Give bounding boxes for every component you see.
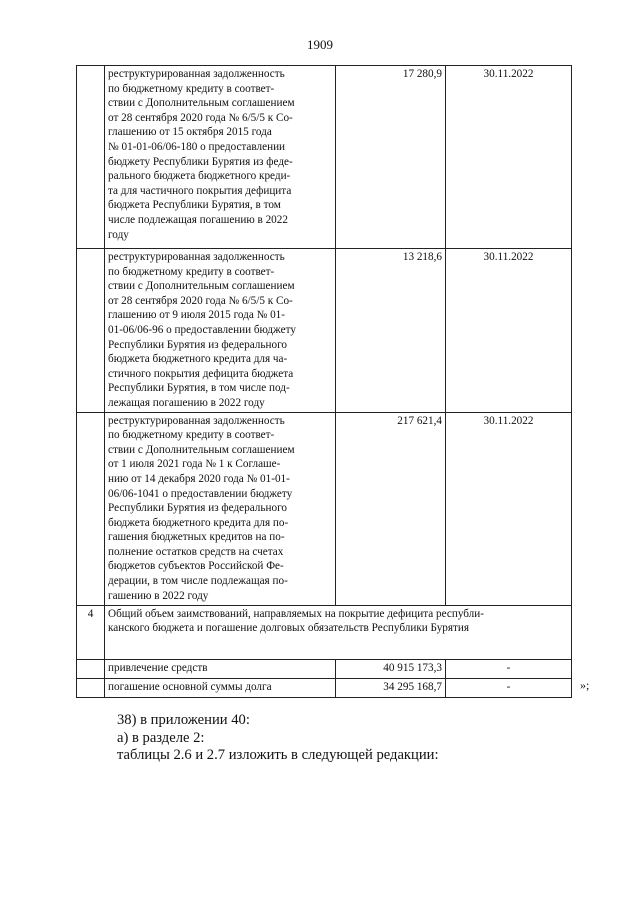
summary-amount: 34 295 168,7	[336, 678, 446, 697]
row-amount: 13 218,6	[336, 249, 446, 413]
row-date: 30.11.2022	[446, 412, 572, 605]
summary-date: -	[446, 678, 572, 697]
summary-amount: 40 915 173,3	[336, 659, 446, 678]
row-description	[105, 249, 336, 413]
row-number	[77, 412, 105, 605]
row-description	[105, 66, 336, 249]
summary-row	[77, 678, 572, 697]
row-number	[77, 659, 105, 678]
row-amount: 217 621,4	[336, 412, 446, 605]
section-number: 4	[77, 605, 105, 659]
amendment-text	[117, 712, 439, 765]
section-row	[77, 605, 572, 659]
amendment-line: таблицы 2.6 и 2.7 изложить в следующей редакции:	[117, 747, 439, 763]
page-number: 1909	[307, 37, 333, 52]
row-amount: 17 280,9	[336, 66, 446, 249]
table-row	[77, 66, 572, 249]
summary-date: -	[446, 659, 572, 678]
row-number	[77, 249, 105, 413]
table-row	[77, 249, 572, 413]
row-date: 30.11.2022	[446, 66, 572, 249]
row-description-text: реструктурированная задолженность по бюджетному кредиту в соответ- ствии с Дополнительным соглашением от 1 июля 2021 года № 1 к Соглаше- нию от 14 декабря 2020 года № 01-01- 06/06-1041 о предоставлении бюджету Республики Бурятия из федерального бюджета бюджетного кредита для по- гашения бюджетных кредитов на по- полнение остатков средств на счетах бюджетов субъектов Российской Фе- дерации, в том числе подлежащая по- гашению в 2022 году	[108, 414, 295, 602]
row-number	[77, 678, 105, 697]
summary-label: привлечение средств	[105, 659, 336, 678]
section-text	[105, 605, 572, 659]
row-description-text: реструктурированная задолженность по бюджетному кредиту в соответ- ствии с Дополнительным соглашением от 28 сентября 2020 года № 6/5/5 к Со- глашению от 15 октября 2015 года № 01-01-06/06-180 о предоставлении бюджету Республики Бурятия из феде- рального бюджета бюджетного креди- та для частичного покрытия дефицита бюджета Республики Бурятия, в том числе подлежащая погашению в 2022 году	[108, 68, 295, 241]
amendment-line: 38) в приложении 40:	[117, 712, 250, 728]
closing-quote-mark: »;	[580, 678, 590, 692]
table-row	[77, 412, 572, 605]
section-text-content: Общий объем заимствований, направляемых на покрытие дефицита республи- канского бюджета и погашение долговых обязательств Республики Бурятия	[108, 607, 484, 635]
row-description	[105, 412, 336, 605]
row-description-text: реструктурированная задолженность по бюджетному кредиту в соответ- ствии с Дополнительным соглашением от 28 сентября 2020 года № 6/5/5 к Со- глашению от 9 июля 2015 года № 01- 01-06/06-96 о предоставлении бюджету Республики Бурятия из федерального бюджета бюджетного кредита для ча- стичного покрытия дефицита бюджета Республики Бурятия, в том числе под- лежащая погашению в 2022 году	[108, 251, 296, 409]
row-number	[77, 66, 105, 249]
summary-label: погашение основной суммы долга	[105, 678, 336, 697]
borrowing-table	[76, 65, 572, 698]
summary-row	[77, 659, 572, 678]
amendment-line: а) в разделе 2:	[117, 729, 205, 746]
row-date: 30.11.2022	[446, 249, 572, 413]
